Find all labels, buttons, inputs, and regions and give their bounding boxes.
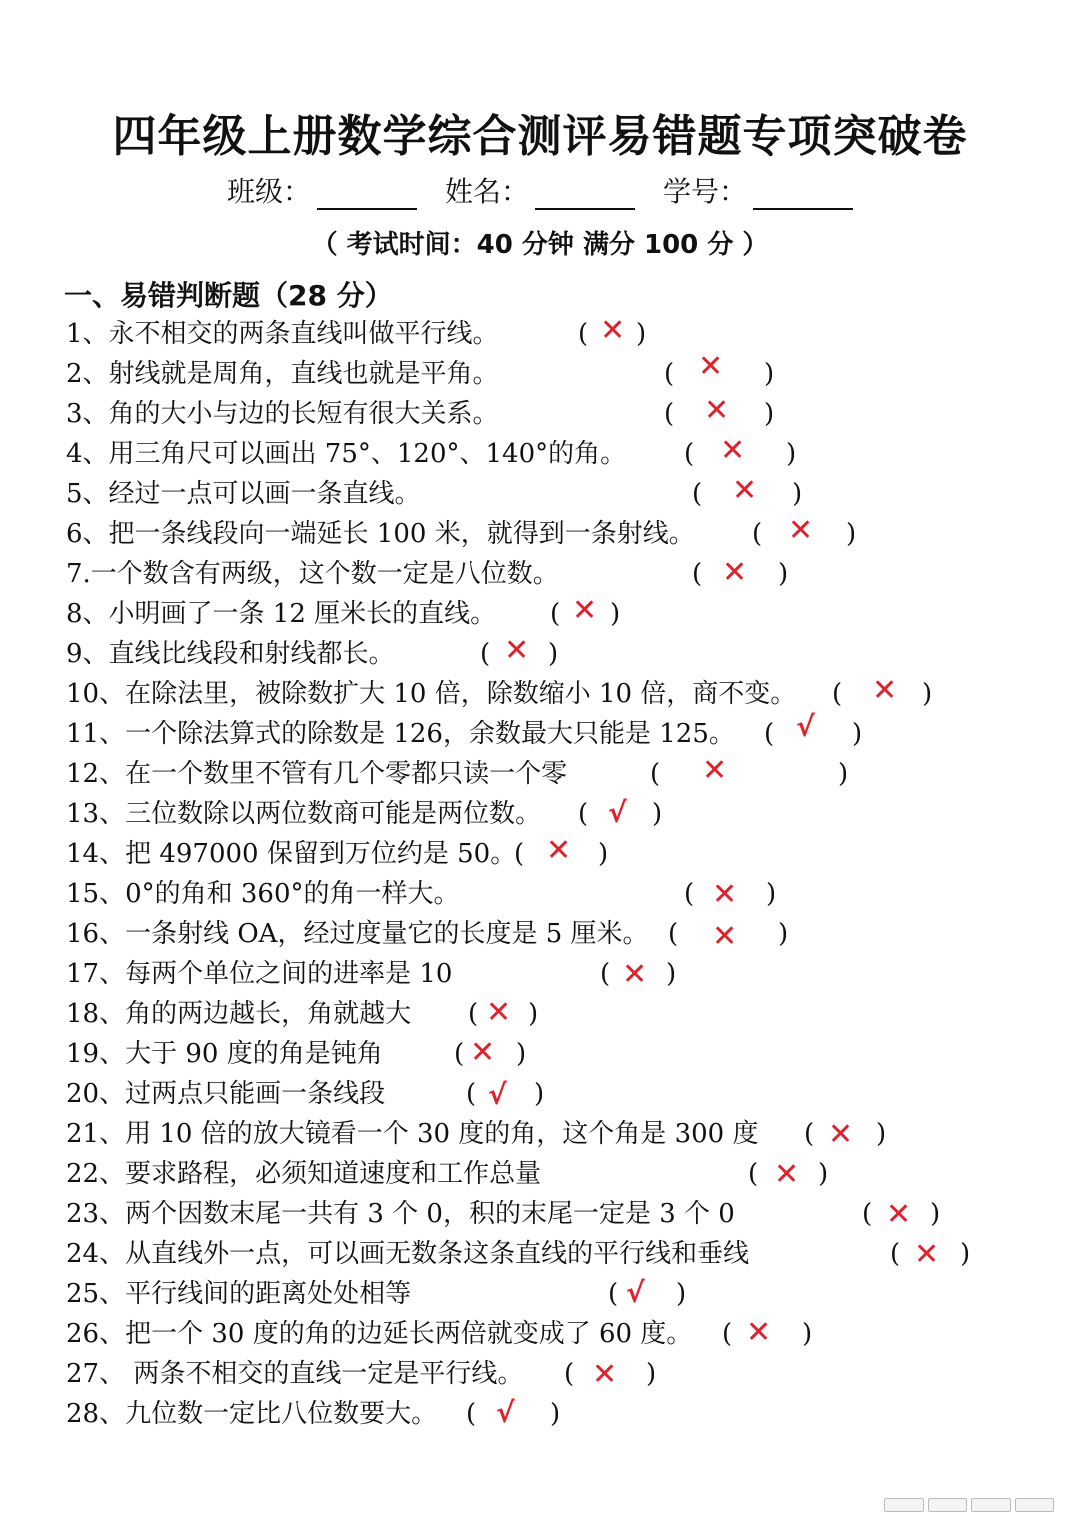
answer-paren-open: ( (804, 1119, 815, 1149)
question-text: 25、平行线间的距离处处相等 (66, 1279, 412, 1309)
answer-paren-open: ( (684, 439, 695, 469)
answer-paren-close: ) (838, 759, 849, 789)
question-text: 18、角的两边越长，角就越大 (66, 999, 412, 1029)
question-text: 23、两个因数末尾一共有 3 个 0，积的末尾一定是 3 个 0 (66, 1199, 735, 1229)
question-text: 6、把一条线段向一端延长 100 米，就得到一条射线。 (66, 519, 695, 549)
question-text: 1、永不相交的两条直线叫做平行线。 (66, 319, 499, 349)
student-id-label: 学号： (663, 175, 748, 208)
cross-mark-icon: ✕ (572, 593, 598, 628)
question-text: 2、射线就是周角，直线也就是平角。 (66, 359, 499, 389)
answer-paren-close: ) (766, 879, 777, 909)
scroll-segment (884, 1498, 924, 1512)
cross-mark-icon: ✕ (914, 1237, 940, 1272)
name-field (445, 170, 635, 210)
question-text: 24、从直线外一点，可以画无数条这条直线的平行线和垂线 (66, 1239, 750, 1269)
answer-paren-close: ) (818, 1159, 829, 1189)
question-text: 19、大于 90 度的角是钝角 (66, 1039, 383, 1069)
cross-mark-icon: ✕ (712, 877, 738, 912)
answer-paren-close: ) (764, 359, 775, 389)
question-text: 28、九位数一定比八位数要大。 (66, 1399, 438, 1429)
tick-mark-icon: √ (496, 1396, 515, 1429)
student-id-field (663, 170, 853, 210)
name-label: 姓名： (444, 175, 529, 208)
answer-paren-open: ( (862, 1199, 873, 1229)
question-text: 9、直线比线段和射线都长。 (66, 639, 395, 669)
section-title: 一、易错判断题（28 分） (64, 279, 393, 312)
answer-paren-close: ) (852, 719, 863, 749)
cross-mark-icon: ✕ (470, 1035, 496, 1070)
scroll-segment (971, 1498, 1011, 1512)
scroll-segment (928, 1498, 968, 1512)
cross-mark-icon: ✕ (828, 1117, 854, 1152)
answer-paren-open: ( (890, 1239, 901, 1269)
answer-paren-close: ) (646, 1359, 657, 1389)
name-blank[interactable] (535, 178, 635, 210)
answer-paren-close: ) (764, 399, 775, 429)
answer-paren-open: ( (578, 319, 589, 349)
answer-paren-close: ) (598, 839, 609, 869)
answer-paren-close: ) (786, 439, 797, 469)
cross-mark-icon: ✕ (872, 673, 898, 708)
cross-mark-icon: ✕ (592, 1357, 618, 1392)
answer-paren-open: ( (692, 479, 703, 509)
question-text: 10、在除法里，被除数扩大 10 倍，除数缩小 10 倍，商不变。 (66, 679, 797, 709)
question-text: 5、经过一点可以画一条直线。 (66, 479, 421, 509)
question-text: 7.一个数含有两级，这个数一定是八位数。 (66, 559, 559, 589)
question-text: 27、 两条不相交的直线一定是平行线。 (66, 1359, 524, 1389)
question-text: 13、三位数除以两位数商可能是两位数。 (66, 799, 542, 829)
answer-paren-close: ) (550, 1399, 561, 1429)
answer-paren-open: ( (692, 559, 703, 589)
question-text: 15、0°的角和 360°的角一样大。 (66, 879, 460, 909)
answer-paren-open: ( (748, 1159, 759, 1189)
class-label: 班级： (226, 175, 311, 208)
answer-paren-close: ) (778, 919, 789, 949)
cross-mark-icon: ✕ (622, 957, 648, 992)
answer-paren-open: ( (722, 1319, 733, 1349)
answer-paren-close: ) (778, 559, 789, 589)
class-blank[interactable] (317, 178, 417, 210)
answer-paren-open: ( (550, 599, 561, 629)
cross-mark-icon: ✕ (886, 1197, 912, 1232)
answer-paren-close: ) (792, 479, 803, 509)
answer-paren-open: ( (468, 999, 479, 1029)
answer-paren-open: ( (608, 1279, 619, 1309)
answer-paren-open: ( (600, 959, 611, 989)
question-text: 22、要求路程，必须知道速度和工作总量 (66, 1159, 542, 1189)
question-text: 21、用 10 倍的放大镜看一个 30 度的角，这个角是 300 度 (66, 1119, 759, 1149)
cross-mark-icon: ✕ (722, 555, 748, 590)
cross-mark-icon: ✕ (732, 473, 758, 508)
answer-paren-close: ) (846, 519, 857, 549)
cross-mark-icon: ✕ (698, 349, 724, 384)
tick-mark-icon: √ (626, 1276, 645, 1309)
answer-paren-close: ) (534, 1079, 545, 1109)
page-scroll-indicator (884, 1498, 1054, 1512)
answer-paren-close: ) (610, 599, 621, 629)
question-text: 14、把 497000 保留到万位约是 50。 (66, 839, 517, 869)
cross-mark-icon: ✕ (712, 919, 738, 954)
student-info-row (0, 170, 1080, 210)
cross-mark-icon: ✕ (702, 753, 728, 788)
answer-paren-close: ) (960, 1239, 971, 1269)
question-text: 4、用三角尺可以画出 75°、120°、140°的角。 (66, 439, 627, 469)
page-title: 四年级上册数学综合测评易错题专项突破卷 (112, 111, 968, 162)
answer-paren-open: ( (514, 839, 525, 869)
tick-mark-icon: √ (608, 796, 627, 829)
answer-paren-close: ) (516, 1039, 527, 1069)
cross-mark-icon: ✕ (486, 995, 512, 1030)
cross-mark-icon: ✕ (720, 433, 746, 468)
answer-paren-close: ) (652, 799, 663, 829)
cross-mark-icon: ✕ (774, 1157, 800, 1192)
answer-paren-close: ) (666, 959, 677, 989)
cross-mark-icon: ✕ (600, 313, 626, 348)
question-text: 17、每两个单位之间的进率是 10 (66, 959, 453, 989)
tick-mark-icon: √ (796, 710, 815, 743)
question-text: 12、在一个数里不管有几个零都只读一个零 (66, 759, 568, 789)
answer-paren-open: ( (466, 1399, 477, 1429)
answer-paren-close: ) (528, 999, 539, 1029)
answer-paren-close: ) (802, 1319, 813, 1349)
answer-paren-open: ( (832, 679, 843, 709)
question-text: 20、过两点只能画一条线段 (66, 1079, 386, 1109)
answer-paren-open: ( (578, 799, 589, 829)
cross-mark-icon: ✕ (788, 513, 814, 548)
question-text: 26、把一个 30 度的角的边延长两倍就变成了 60 度。 (66, 1319, 693, 1349)
answer-paren-open: ( (466, 1079, 477, 1109)
answer-paren-open: ( (668, 919, 679, 949)
answer-paren-open: ( (454, 1039, 465, 1069)
cross-mark-icon: ✕ (546, 833, 572, 868)
answer-paren-open: ( (664, 399, 675, 429)
cross-mark-icon: ✕ (704, 393, 730, 428)
answer-paren-open: ( (650, 759, 661, 789)
answer-paren-open: ( (564, 1359, 575, 1389)
answer-paren-open: ( (480, 639, 491, 669)
answer-paren-open: ( (664, 359, 675, 389)
scroll-segment (1015, 1498, 1055, 1512)
answer-paren-open: ( (752, 519, 763, 549)
answer-paren-close: ) (676, 1279, 687, 1309)
student-id-blank[interactable] (753, 178, 853, 210)
answer-paren-close: ) (922, 679, 933, 709)
answer-paren-open: ( (684, 879, 695, 909)
question-text: 3、角的大小与边的长短有很大关系。 (66, 399, 499, 429)
answer-paren-close: ) (636, 319, 647, 349)
question-text: 11、一个除法算式的除数是 126，余数最大只能是 125。 (66, 719, 735, 749)
cross-mark-icon: ✕ (504, 633, 530, 668)
exam-time-note: （ 考试时间：40 分钟 满分 100 分 ） (311, 230, 769, 260)
question-text: 8、小明画了一条 12 厘米长的直线。 (66, 599, 497, 629)
answer-paren-close: ) (930, 1199, 941, 1229)
class-field (227, 170, 417, 210)
answer-paren-open: ( (764, 719, 775, 749)
tick-mark-icon: √ (488, 1078, 507, 1111)
answer-paren-close: ) (548, 639, 559, 669)
cross-mark-icon: ✕ (746, 1315, 772, 1350)
answer-paren-close: ) (876, 1119, 887, 1149)
question-text: 16、一条射线 OA，经过度量它的长度是 5 厘米。 (66, 919, 649, 949)
